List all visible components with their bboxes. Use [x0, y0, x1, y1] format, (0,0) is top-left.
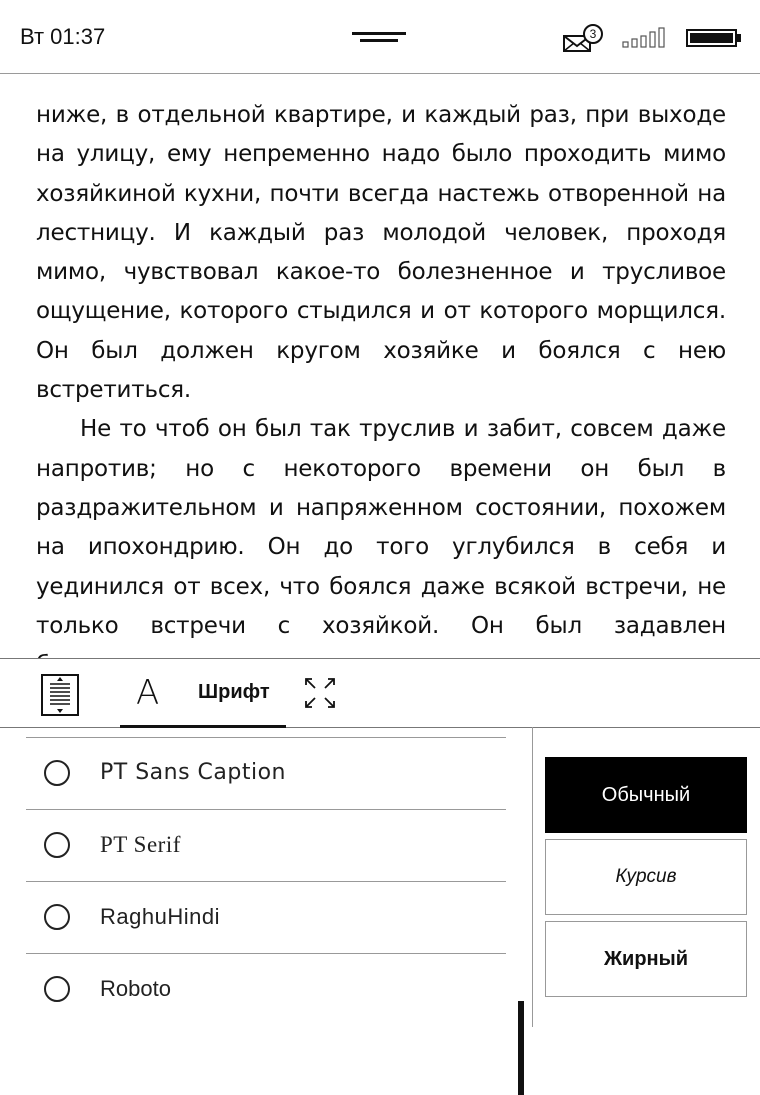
radio-button[interactable]: [44, 904, 70, 930]
status-bar: [0, 0, 760, 74]
book-page-text[interactable]: [36, 96, 726, 656]
paragraph: Не то чтоб он был так труслив и забит, совсем даже напротив; но с некоторого времени он был в раздражительном и напряженном состоянии, похожем на ипохондрию. Он до того углубился в себя и уединился от всех, что боялся даже всякой встречи, не только встречи с хозяйкой. Он был задавлен: [36, 416, 726, 639]
paragraph: ниже, в отдельной квартире, и каждый раз, при выходе на улицу, ему непременно надо было проходить мимо хозяйкиной кухни, почти всегда настежь отворенной на лестницу. И каждый раз молодой человек, проходя мимо, чувствовал какое-то болезненное и трусливое ощущение, которого стыдился и от которого морщился. Он был должен кругом хозяйке и боялся с нею встретиться.: [36, 102, 726, 404]
battery-icon: [686, 28, 742, 48]
font-tab-label: Шрифт: [198, 681, 270, 703]
style-bold-button[interactable]: Жирный: [545, 921, 747, 997]
fullscreen-icon[interactable]: [300, 671, 340, 715]
font-tab-icon: A: [136, 673, 160, 713]
font-settings-panel: [0, 658, 760, 1027]
mail-count-badge: 3: [583, 24, 603, 44]
font-name: Roboto: [100, 976, 171, 1001]
text-layout-icon[interactable]: [40, 673, 80, 717]
font-name: RaghuHindi: [100, 904, 220, 929]
style-italic-button[interactable]: Курсив: [545, 839, 747, 915]
radio-button[interactable]: [44, 832, 70, 858]
radio-button[interactable]: [44, 760, 70, 786]
font-option-raghuhindi[interactable]: [26, 882, 506, 954]
font-list: [0, 727, 530, 1027]
signal-icon: [622, 27, 670, 49]
font-option-roboto[interactable]: [26, 954, 506, 1025]
status-time: Вт 01:37: [20, 24, 106, 49]
menu-handle-icon[interactable]: [352, 30, 406, 44]
tab-font[interactable]: [120, 659, 286, 727]
style-regular-button[interactable]: Обычный: [545, 757, 747, 833]
radio-button[interactable]: [44, 976, 70, 1002]
font-option-pt-serif[interactable]: [26, 810, 506, 882]
font-option-pt-sans-caption[interactable]: [26, 738, 506, 810]
panel-divider: [532, 727, 533, 1027]
font-name: PT Serif: [100, 832, 181, 857]
font-name: PT Sans Caption: [100, 760, 286, 785]
font-list-scrollbar[interactable]: [518, 1001, 524, 1095]
settings-tab-bar: [0, 659, 760, 728]
